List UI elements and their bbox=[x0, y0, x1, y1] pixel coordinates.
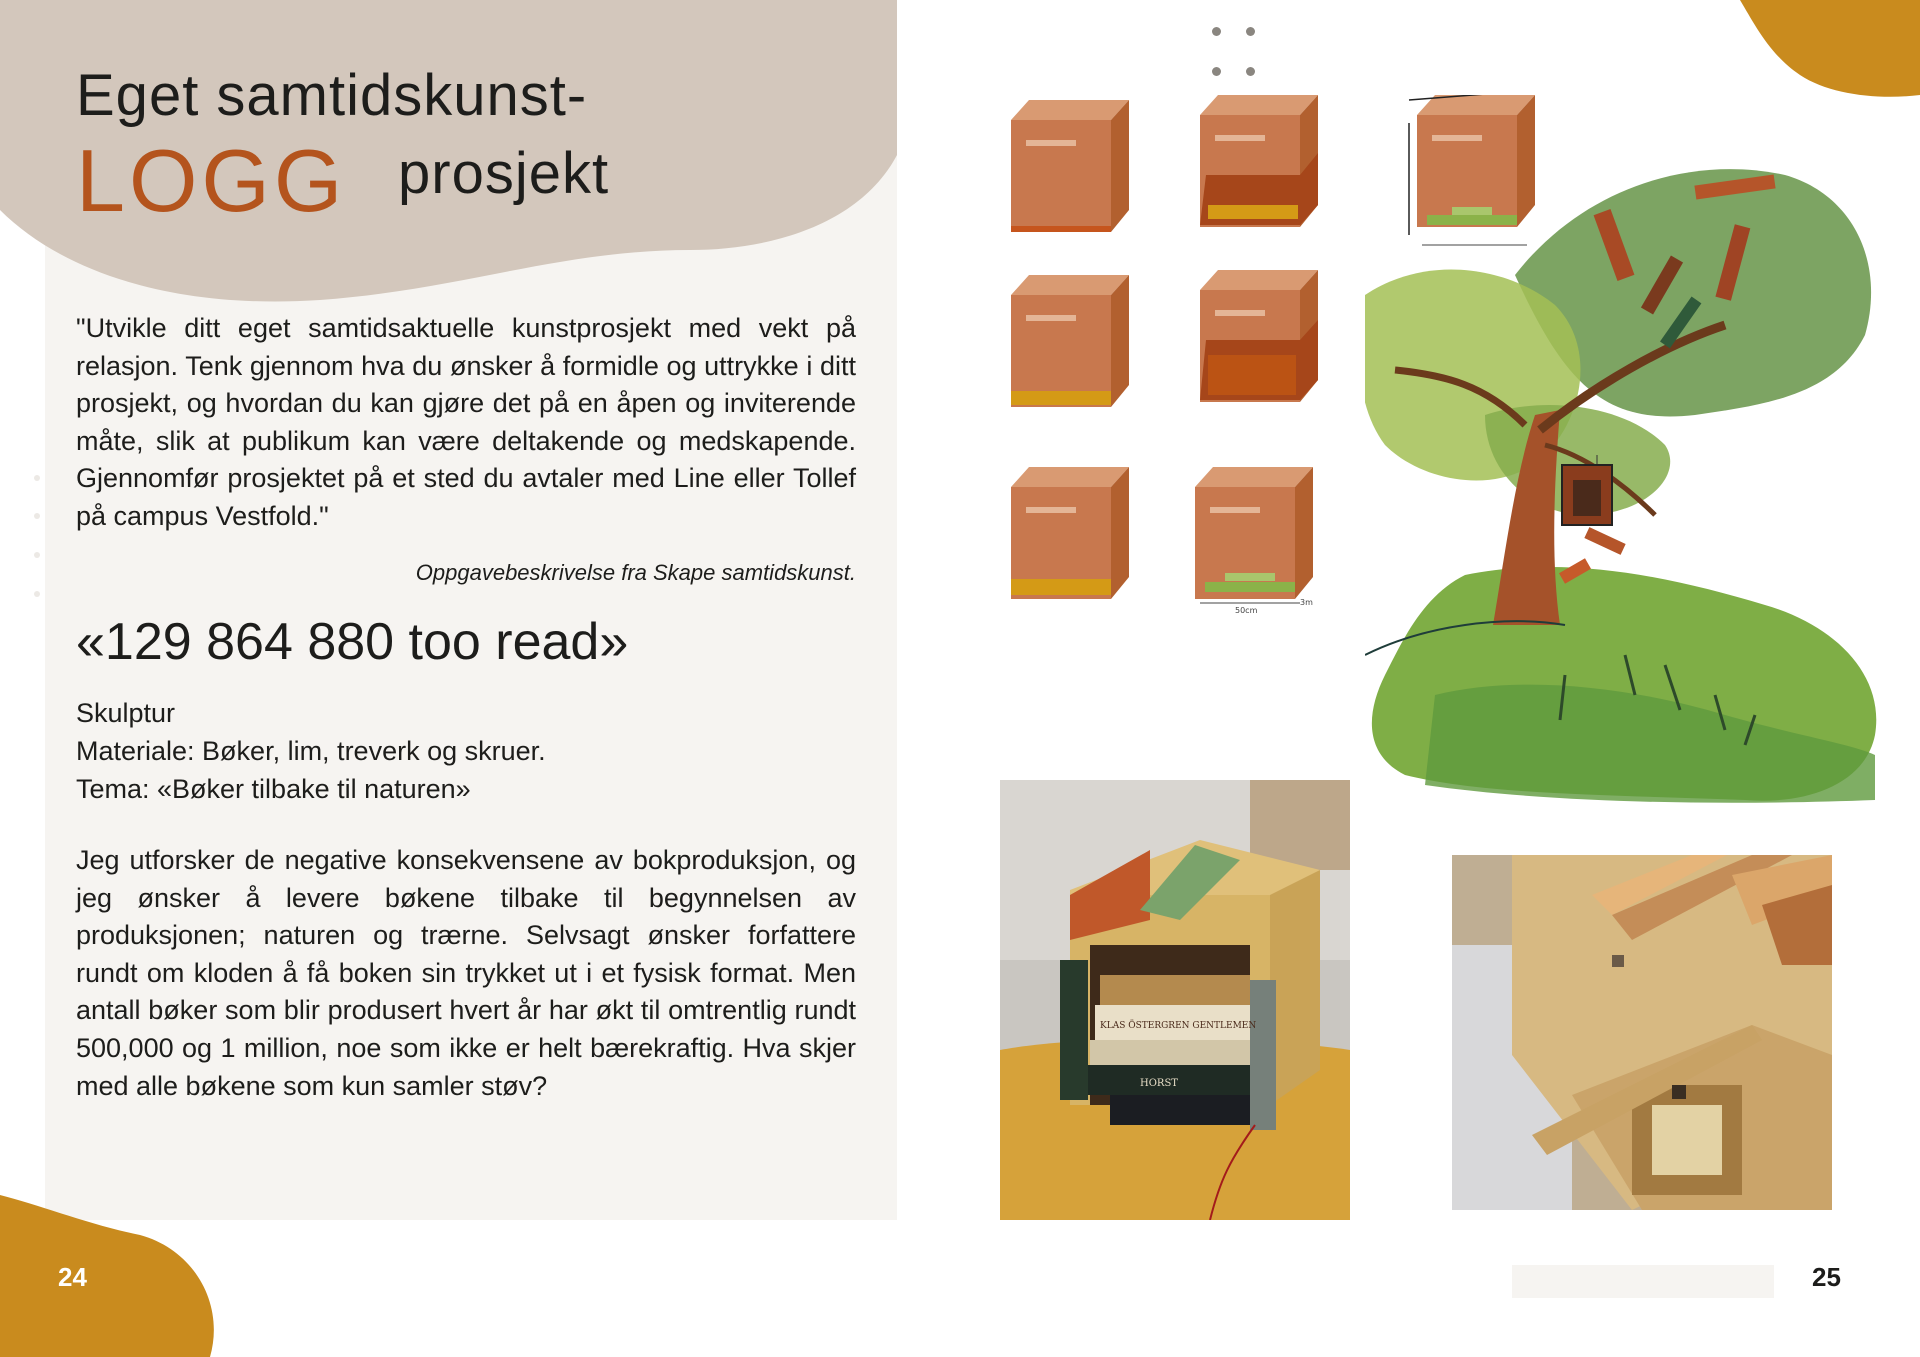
page-title-line1: Eget samtidskunst- bbox=[76, 63, 588, 128]
page-number-right: 25 bbox=[1812, 1262, 1841, 1292]
box-sketch bbox=[1011, 467, 1129, 599]
page-title-line2: prosjekt bbox=[398, 141, 610, 206]
box-sketch bbox=[1011, 275, 1129, 407]
decor-dot bbox=[34, 513, 40, 519]
work-title: «129 864 880 too read» bbox=[76, 613, 629, 671]
page-title-highlight: LOGG bbox=[76, 131, 347, 230]
sculpture-photo bbox=[1000, 780, 1350, 1220]
work-material: Materiale: Bøker, lim, treverk og skruer. bbox=[76, 736, 546, 766]
page-number-left: 24 bbox=[58, 1262, 87, 1292]
box-sketch bbox=[1200, 95, 1318, 227]
body-paragraph: Jeg utforsker de negative konsekvensene av bokproduksjon, og jeg ønsker å levere bøkene tilbake til begynnelsen av produksjonen; naturen og trærne. Selvsagt ønsker forfattere rundt om kloden å få boken sin trykket ut i et fysisk format. Men antall bøker som blir produsert hvert år har økt til omtrentlig rundt 500,000 og 1 million, noe som ikke er helt bærekraftig. Hva skjer med alle bøkene som kun samler støv? bbox=[76, 845, 856, 1101]
footer-bar bbox=[1512, 1265, 1774, 1298]
tree-painting bbox=[1365, 155, 1885, 810]
work-type: Skulptur bbox=[76, 698, 176, 728]
workbench-photo bbox=[1452, 855, 1832, 1210]
corner-blob-right bbox=[1740, 0, 1920, 100]
assignment-quote: "Utvikle ditt eget samtidsaktuelle kunstprosjekt med vekt på relasjon. Tenk gjennom hva du ønsker å formidle og uttrykke i ditt prosjekt, og hvordan du kan gjøre det på en åpen og inviterende måte, slik at publikum kan være deltakende og medskapende. Gjennomfør prosjektet på et sted du avtaler med Line eller Tollef på campus Vestfold." bbox=[76, 313, 856, 531]
book-spine-text: KLAS ÖSTERGREN GENTLEMEN bbox=[1100, 1021, 1257, 1031]
sketch-label: 50cm bbox=[1235, 606, 1258, 615]
sketch-label: 3m bbox=[1300, 598, 1313, 607]
quote-source: Oppgavebeskrivelse fra Skape samtidskunst. bbox=[415, 560, 856, 585]
footer-blob-left bbox=[0, 1195, 220, 1357]
decor-dot bbox=[34, 475, 40, 481]
box-sketch bbox=[1195, 467, 1313, 603]
work-theme: Tema: «Bøker tilbake til naturen» bbox=[76, 774, 471, 804]
box-sketch bbox=[1011, 100, 1129, 232]
decor-dot bbox=[1246, 67, 1255, 76]
decor-dot bbox=[34, 591, 40, 597]
decor-dot bbox=[1212, 27, 1221, 36]
book-spine-text: HORST bbox=[1140, 1078, 1178, 1089]
decor-dot bbox=[1246, 27, 1255, 36]
work-meta bbox=[76, 694, 546, 808]
decor-dot bbox=[34, 552, 40, 558]
box-sketch bbox=[1200, 270, 1318, 402]
decor-dot bbox=[1212, 67, 1221, 76]
